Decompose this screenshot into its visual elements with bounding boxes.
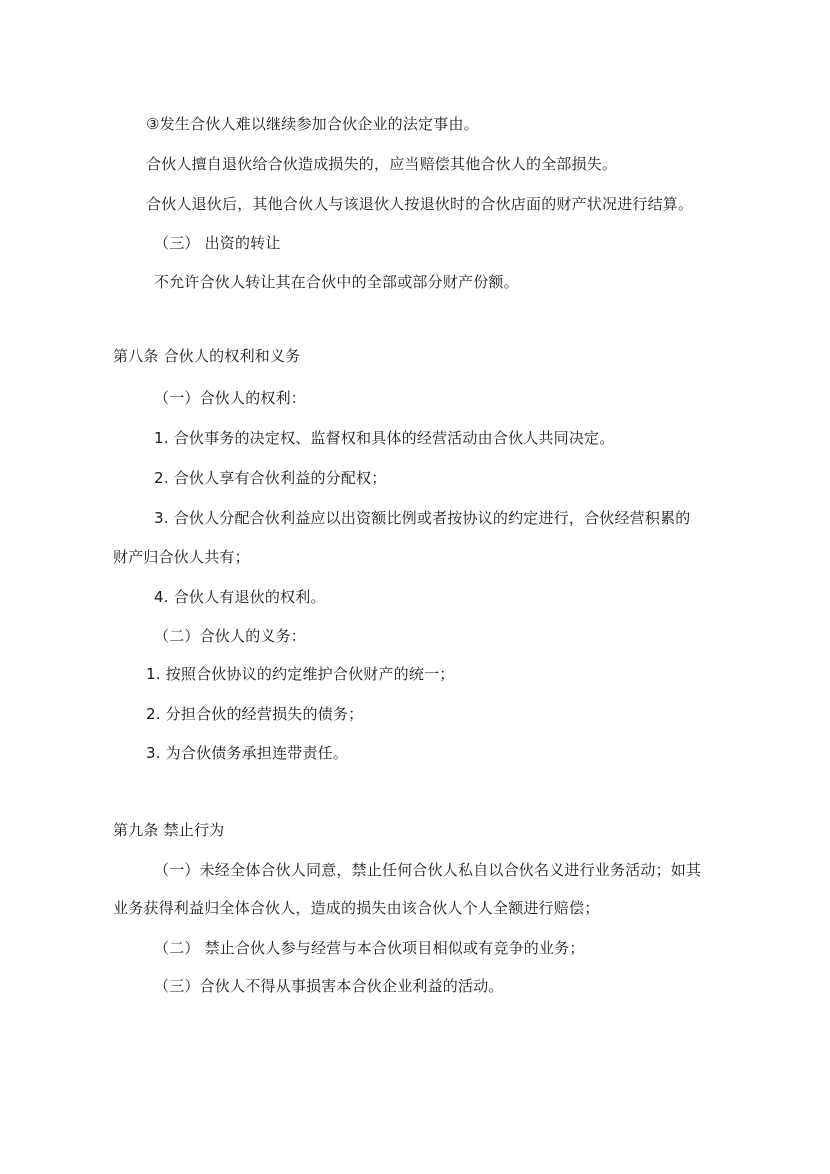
paragraph-line: 不允许合伙人转让其在合伙中的全部或部分财产份额。 <box>154 273 519 291</box>
list-item: 3. 合伙人分配合伙利益应以出资额比例或者按协议的约定进行，合伙经营积累的 <box>154 509 691 527</box>
paragraph-line: 合伙人擅自退伙给合伙造成损失的，应当赔偿其他合伙人的全部损失。 <box>146 155 618 173</box>
paragraph-line: ③发生合伙人难以继续参加合伙企业的法定事由。 <box>146 115 479 133</box>
list-item-continuation: 财产归合伙人共有； <box>113 548 250 566</box>
subsection-heading: （二）合伙人的义务： <box>154 627 307 645</box>
paragraph-line: （二） 禁止合伙人参与经营与本合伙项目相似或有竞争的业务； <box>154 939 585 957</box>
list-item: 3. 为合伙债务承担连带责任。 <box>146 744 349 762</box>
paragraph-continuation: 业务获得利益归全体合伙人，造成的损失由该合伙人个人全额进行赔偿； <box>113 899 600 917</box>
list-item: 2. 分担合伙的经营损失的债务； <box>146 705 364 723</box>
list-item: 1. 按照合伙协议的约定维护合伙财产的统一； <box>146 665 455 683</box>
subsection-heading: （一）合伙人的权利： <box>154 389 307 407</box>
paragraph-line: （三）合伙人不得从事损害本合伙企业利益的活动。 <box>154 977 504 995</box>
paragraph-line: 合伙人退伙后，其他合伙人与该退伙人按退伙时的合伙店面的财产状况进行结算。 <box>146 195 694 213</box>
paragraph-line: （一）未经全体合伙人同意，禁止任何合伙人私自以合伙名义进行业务活动；如其 <box>154 861 702 879</box>
article-heading: 第八条 合伙人的权利和义务 <box>113 347 301 365</box>
article-heading: 第九条 禁止行为 <box>113 821 225 839</box>
list-item: 1. 合伙事务的决定权、监督权和具体的经营活动由合伙人共同决定。 <box>154 429 615 447</box>
list-item: 2. 合伙人享有合伙利益的分配权； <box>154 469 387 487</box>
list-item: 4. 合伙人有退伙的权利。 <box>154 588 326 606</box>
subsection-heading: （三） 出资的转让 <box>154 234 281 252</box>
